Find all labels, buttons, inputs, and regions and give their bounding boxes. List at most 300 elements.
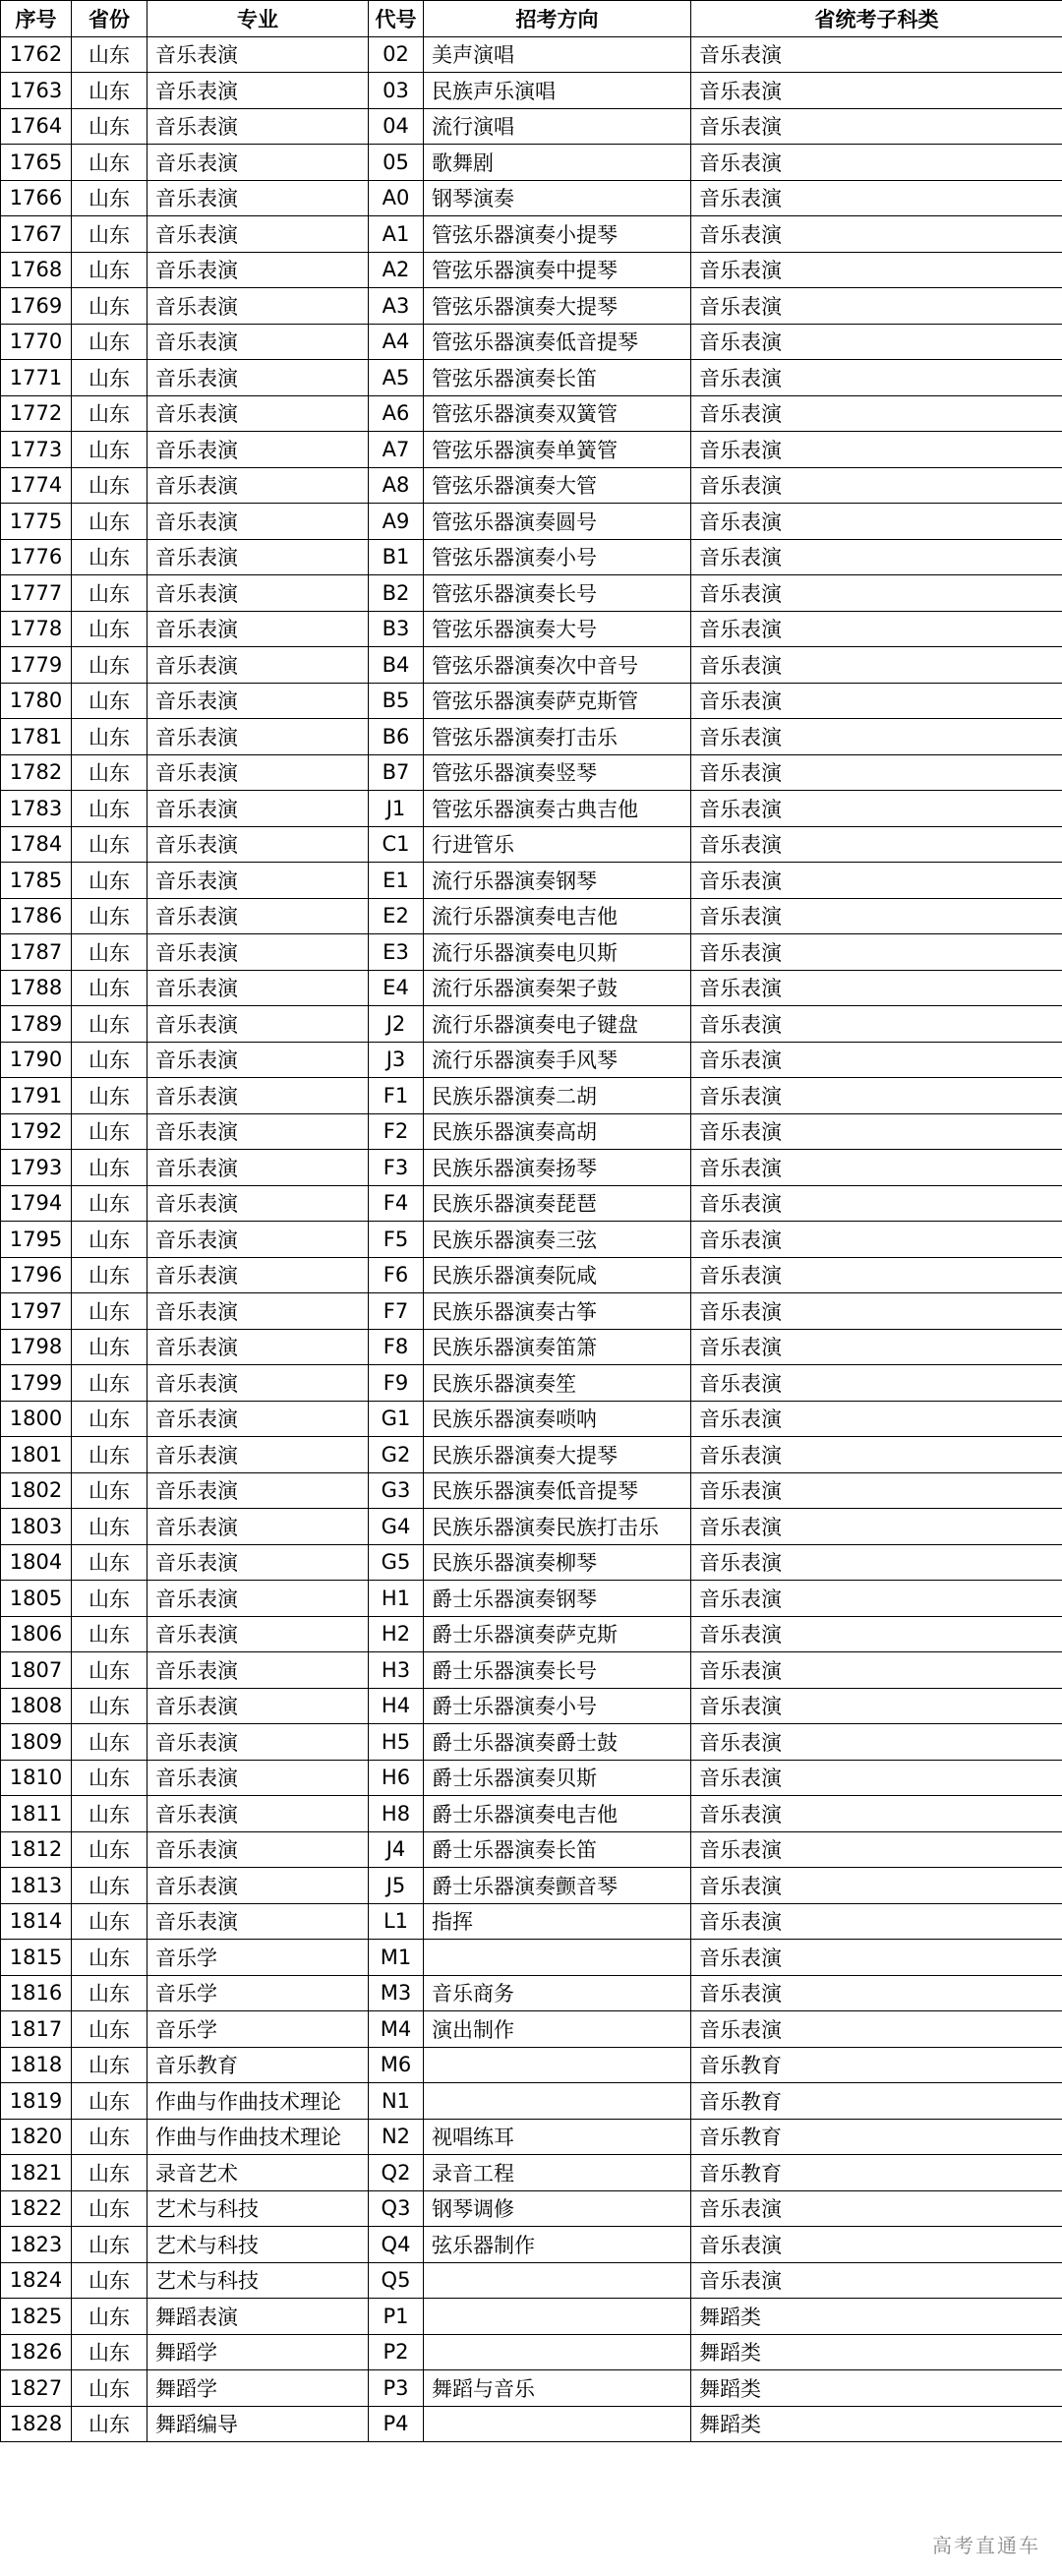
cell-province: 山东 [72,1472,148,1509]
cell-index: 1790 [1,1042,72,1078]
cell-code: J1 [369,791,424,827]
cell-subcategory: 音乐表演 [691,1544,1062,1581]
cell-code: E2 [369,898,424,934]
cell-major: 音乐表演 [148,791,369,827]
cell-subcategory: 音乐表演 [691,647,1062,684]
header-direction: 招考方向 [424,1,691,37]
cell-subcategory: 音乐表演 [691,2011,1062,2048]
table-row [1,1042,1062,1078]
cell-province: 山东 [72,1113,148,1150]
table-row [1,288,1062,325]
cell-subcategory: 音乐表演 [691,1365,1062,1402]
cell-code: F8 [369,1329,424,1365]
cell-direction: 管弦乐器演奏圆号 [424,504,691,540]
cell-subcategory: 音乐表演 [691,863,1062,899]
cell-major: 音乐表演 [148,1222,369,1258]
cell-index: 1811 [1,1796,72,1832]
cell-direction: 管弦乐器演奏竖琴 [424,754,691,791]
table-row [1,1006,1062,1043]
cell-direction: 钢琴调修 [424,2190,691,2227]
cell-index: 1813 [1,1868,72,1904]
cell-index: 1804 [1,1544,72,1581]
table-row [1,467,1062,504]
cell-direction: 管弦乐器演奏古典吉他 [424,791,691,827]
cell-direction: 民族乐器演奏大提琴 [424,1437,691,1473]
cell-code: P4 [369,2406,424,2442]
cell-direction: 管弦乐器演奏小提琴 [424,216,691,253]
table-row [1,1472,1062,1509]
cell-index: 1827 [1,2370,72,2407]
cell-major: 音乐表演 [148,611,369,647]
cell-code: B7 [369,754,424,791]
cell-major: 音乐表演 [148,1616,369,1652]
table-row [1,1544,1062,1581]
cell-province: 山东 [72,180,148,216]
cell-subcategory: 音乐表演 [691,1760,1062,1796]
table-row [1,2083,1062,2120]
cell-province: 山东 [72,288,148,325]
cell-province: 山东 [72,683,148,719]
cell-code: M3 [369,1975,424,2011]
cell-province: 山东 [72,2011,148,2048]
cell-subcategory: 音乐表演 [691,467,1062,504]
cell-subcategory: 舞蹈类 [691,2299,1062,2335]
cell-province: 山东 [72,1724,148,1761]
cell-index: 1783 [1,791,72,827]
cell-subcategory: 音乐表演 [691,1581,1062,1617]
cell-major: 音乐表演 [148,826,369,863]
cell-province: 山东 [72,2227,148,2263]
cell-province: 山东 [72,2155,148,2191]
cell-province: 山东 [72,2119,148,2155]
cell-direction: 民族乐器演奏笙 [424,1365,691,1402]
cell-code: Q2 [369,2155,424,2191]
cell-index: 1796 [1,1257,72,1293]
cell-subcategory: 音乐表演 [691,1078,1062,1114]
cell-major: 音乐表演 [148,73,369,109]
cell-code: A6 [369,395,424,432]
cell-province: 山东 [72,1185,148,1222]
header-subcategory: 省统考子科类 [691,1,1062,37]
cell-code: N2 [369,2119,424,2155]
cell-index: 1799 [1,1365,72,1402]
cell-direction: 钢琴演奏 [424,180,691,216]
cell-code: B3 [369,611,424,647]
table-row [1,1257,1062,1293]
cell-index: 1806 [1,1616,72,1652]
cell-subcategory: 音乐表演 [691,1831,1062,1868]
cell-direction: 流行演唱 [424,108,691,145]
table-row [1,1796,1062,1832]
table-row [1,36,1062,73]
cell-code: N1 [369,2083,424,2120]
cell-major: 音乐表演 [148,1688,369,1724]
cell-index: 1801 [1,1437,72,1473]
cell-province: 山东 [72,145,148,181]
watermark: 高考直通车 [932,2534,1040,2557]
cell-subcategory: 音乐表演 [691,934,1062,971]
cell-major: 音乐表演 [148,36,369,73]
cell-code: J2 [369,1006,424,1043]
cell-index: 1762 [1,36,72,73]
cell-subcategory: 音乐表演 [691,252,1062,288]
cell-index: 1800 [1,1401,72,1437]
cell-subcategory: 音乐表演 [691,1688,1062,1724]
cell-index: 1819 [1,2083,72,2120]
cell-code: E4 [369,970,424,1006]
cell-direction [424,2299,691,2335]
cell-code: J5 [369,1868,424,1904]
cell-direction: 美声演唱 [424,36,691,73]
table-row [1,1329,1062,1365]
cell-subcategory: 音乐表演 [691,1437,1062,1473]
cell-code: H8 [369,1796,424,1832]
cell-major: 音乐表演 [148,970,369,1006]
cell-major: 音乐表演 [148,539,369,575]
table-row [1,1509,1062,1545]
cell-major: 音乐表演 [148,1293,369,1330]
table-row [1,1724,1062,1761]
cell-index: 1823 [1,2227,72,2263]
cell-index: 1764 [1,108,72,145]
cell-direction: 流行乐器演奏电吉他 [424,898,691,934]
cell-index: 1802 [1,1472,72,1509]
cell-code: G3 [369,1472,424,1509]
cell-index: 1808 [1,1688,72,1724]
cell-direction: 管弦乐器演奏中提琴 [424,252,691,288]
table-row [1,1903,1062,1940]
cell-major: 音乐表演 [148,395,369,432]
cell-major: 音乐表演 [148,754,369,791]
cell-major: 音乐表演 [148,504,369,540]
cell-major: 作曲与作曲技术理论 [148,2119,369,2155]
cell-major: 音乐表演 [148,1868,369,1904]
cell-province: 山东 [72,898,148,934]
cell-subcategory: 音乐表演 [691,1185,1062,1222]
table-row [1,1868,1062,1904]
cell-direction: 歌舞剧 [424,145,691,181]
cell-subcategory: 音乐表演 [691,1006,1062,1043]
table-row [1,1185,1062,1222]
cell-major: 音乐表演 [148,1401,369,1437]
table-row [1,504,1062,540]
cell-code: A1 [369,216,424,253]
cell-direction: 管弦乐器演奏低音提琴 [424,324,691,360]
cell-major: 音乐表演 [148,1185,369,1222]
cell-subcategory: 音乐表演 [691,1293,1062,1330]
cell-index: 1825 [1,2299,72,2335]
cell-code: B6 [369,719,424,755]
cell-direction [424,2047,691,2083]
cell-subcategory: 音乐表演 [691,791,1062,827]
cell-province: 山东 [72,1616,148,1652]
cell-direction: 弦乐器制作 [424,2227,691,2263]
cell-subcategory: 音乐表演 [691,2227,1062,2263]
cell-direction: 管弦乐器演奏大管 [424,467,691,504]
cell-subcategory: 音乐表演 [691,1975,1062,2011]
cell-index: 1794 [1,1185,72,1222]
table-row [1,575,1062,612]
cell-province: 山东 [72,611,148,647]
cell-province: 山东 [72,467,148,504]
cell-index: 1778 [1,611,72,647]
cell-direction: 行进管乐 [424,826,691,863]
cell-direction: 管弦乐器演奏小号 [424,539,691,575]
table-row [1,180,1062,216]
cell-index: 1781 [1,719,72,755]
cell-direction: 流行乐器演奏手风琴 [424,1042,691,1078]
cell-direction: 管弦乐器演奏打击乐 [424,719,691,755]
cell-index: 1816 [1,1975,72,2011]
cell-direction: 爵士乐器演奏萨克斯 [424,1616,691,1652]
cell-major: 音乐学 [148,2011,369,2048]
cell-subcategory: 音乐表演 [691,1472,1062,1509]
cell-index: 1765 [1,145,72,181]
cell-province: 山东 [72,504,148,540]
cell-province: 山东 [72,754,148,791]
cell-direction: 爵士乐器演奏电吉他 [424,1796,691,1832]
cell-code: A5 [369,360,424,396]
cell-province: 山东 [72,1652,148,1689]
cell-direction: 民族乐器演奏高胡 [424,1113,691,1150]
table-row [1,1616,1062,1652]
cell-code: F6 [369,1257,424,1293]
table-body [1,36,1062,2442]
cell-subcategory: 音乐表演 [691,970,1062,1006]
cell-province: 山东 [72,360,148,396]
table-row [1,432,1062,468]
cell-index: 1771 [1,360,72,396]
cell-code: H6 [369,1760,424,1796]
cell-major: 音乐表演 [148,683,369,719]
cell-code: E3 [369,934,424,971]
cell-major: 舞蹈编导 [148,2406,369,2442]
cell-province: 山东 [72,1293,148,1330]
header-major: 专业 [148,1,369,37]
cell-major: 音乐表演 [148,1329,369,1365]
cell-index: 1785 [1,863,72,899]
cell-major: 音乐表演 [148,1544,369,1581]
cell-code: F4 [369,1185,424,1222]
cell-province: 山东 [72,863,148,899]
cell-code: M4 [369,2011,424,2048]
cell-province: 山东 [72,791,148,827]
cell-index: 1828 [1,2406,72,2442]
cell-subcategory: 音乐表演 [691,1042,1062,1078]
cell-code: F5 [369,1222,424,1258]
cell-major: 艺术与科技 [148,2227,369,2263]
cell-subcategory: 音乐教育 [691,2047,1062,2083]
cell-code: B2 [369,575,424,612]
cell-index: 1809 [1,1724,72,1761]
cell-direction: 民族乐器演奏古筝 [424,1293,691,1330]
cell-direction: 管弦乐器演奏双簧管 [424,395,691,432]
table-row [1,1150,1062,1186]
cell-major: 舞蹈学 [148,2334,369,2370]
cell-direction: 舞蹈与音乐 [424,2370,691,2407]
cell-subcategory: 音乐表演 [691,108,1062,145]
cell-province: 山东 [72,1831,148,1868]
cell-index: 1814 [1,1903,72,1940]
cell-direction: 民族乐器演奏柳琴 [424,1544,691,1581]
cell-code: F1 [369,1078,424,1114]
cell-province: 山东 [72,1150,148,1186]
cell-direction: 指挥 [424,1903,691,1940]
cell-major: 舞蹈表演 [148,2299,369,2335]
cell-direction: 爵士乐器演奏钢琴 [424,1581,691,1617]
cell-major: 音乐表演 [148,863,369,899]
cell-index: 1768 [1,252,72,288]
cell-subcategory: 音乐表演 [691,432,1062,468]
cell-province: 山东 [72,1401,148,1437]
cell-province: 山东 [72,2190,148,2227]
cell-index: 1773 [1,432,72,468]
cell-index: 1822 [1,2190,72,2227]
cell-major: 音乐表演 [148,108,369,145]
cell-direction [424,1940,691,1976]
cell-major: 音乐表演 [148,324,369,360]
table-row [1,2227,1062,2263]
cell-direction [424,2262,691,2299]
cell-index: 1766 [1,180,72,216]
cell-code: C1 [369,826,424,863]
cell-index: 1789 [1,1006,72,1043]
header-province: 省份 [72,1,148,37]
cell-code: 02 [369,36,424,73]
cell-major: 音乐学 [148,1975,369,2011]
cell-subcategory: 音乐教育 [691,2155,1062,2191]
cell-major: 音乐表演 [148,288,369,325]
cell-province: 山东 [72,108,148,145]
cell-subcategory: 音乐表演 [691,145,1062,181]
cell-code: Q3 [369,2190,424,2227]
cell-direction: 流行乐器演奏电贝斯 [424,934,691,971]
table-row [1,1293,1062,1330]
cell-major: 音乐表演 [148,180,369,216]
cell-index: 1798 [1,1329,72,1365]
cell-code: H1 [369,1581,424,1617]
cell-direction: 视唱练耳 [424,2119,691,2155]
table-row [1,1401,1062,1437]
cell-province: 山东 [72,1365,148,1402]
cell-code: G4 [369,1509,424,1545]
table-row [1,145,1062,181]
cell-code: A8 [369,467,424,504]
cell-subcategory: 音乐表演 [691,1113,1062,1150]
cell-index: 1775 [1,504,72,540]
cell-code: 04 [369,108,424,145]
cell-index: 1826 [1,2334,72,2370]
cell-index: 1770 [1,324,72,360]
cell-index: 1782 [1,754,72,791]
cell-code: L1 [369,1903,424,1940]
cell-code: H2 [369,1616,424,1652]
cell-major: 舞蹈学 [148,2370,369,2407]
cell-subcategory: 音乐表演 [691,1903,1062,1940]
cell-code: F3 [369,1150,424,1186]
cell-province: 山东 [72,1437,148,1473]
cell-direction: 音乐商务 [424,1975,691,2011]
cell-province: 山东 [72,1975,148,2011]
table-row [1,934,1062,971]
cell-major: 音乐表演 [148,1078,369,1114]
cell-direction: 管弦乐器演奏萨克斯管 [424,683,691,719]
cell-direction [424,2334,691,2370]
cell-index: 1793 [1,1150,72,1186]
cell-province: 山东 [72,432,148,468]
cell-index: 1769 [1,288,72,325]
cell-index: 1812 [1,1831,72,1868]
cell-major: 音乐表演 [148,1365,369,1402]
cell-major: 音乐表演 [148,898,369,934]
cell-index: 1817 [1,2011,72,2048]
cell-direction: 录音工程 [424,2155,691,2191]
cell-subcategory: 音乐表演 [691,683,1062,719]
cell-code: H4 [369,1688,424,1724]
table-header-row [1,1,1062,37]
table-row [1,2190,1062,2227]
table-row [1,395,1062,432]
cell-major: 音乐表演 [148,1581,369,1617]
table-row [1,252,1062,288]
header-code: 代号 [369,1,424,37]
cell-code: M6 [369,2047,424,2083]
table-row [1,2299,1062,2335]
cell-index: 1815 [1,1940,72,1976]
cell-index: 1791 [1,1078,72,1114]
cell-major: 艺术与科技 [148,2262,369,2299]
cell-direction: 民族乐器演奏三弦 [424,1222,691,1258]
cell-major: 录音艺术 [148,2155,369,2191]
cell-subcategory: 音乐教育 [691,2083,1062,2120]
cell-direction: 民族乐器演奏阮咸 [424,1257,691,1293]
cell-major: 音乐表演 [148,1903,369,1940]
table-row [1,1365,1062,1402]
cell-major: 音乐表演 [148,1831,369,1868]
cell-subcategory: 音乐表演 [691,1724,1062,1761]
cell-province: 山东 [72,1868,148,1904]
table-row [1,1078,1062,1114]
cell-code: G5 [369,1544,424,1581]
cell-direction: 管弦乐器演奏次中音号 [424,647,691,684]
cell-major: 音乐表演 [148,252,369,288]
cell-subcategory: 音乐表演 [691,611,1062,647]
cell-province: 山东 [72,1581,148,1617]
cell-province: 山东 [72,73,148,109]
cell-code: J3 [369,1042,424,1078]
cell-subcategory: 音乐表演 [691,898,1062,934]
table-row [1,324,1062,360]
table-row [1,898,1062,934]
cell-major: 音乐表演 [148,575,369,612]
cell-subcategory: 音乐表演 [691,1509,1062,1545]
table-row [1,2262,1062,2299]
cell-index: 1772 [1,395,72,432]
table-row [1,754,1062,791]
cell-major: 音乐表演 [148,1150,369,1186]
cell-province: 山东 [72,539,148,575]
cell-direction: 爵士乐器演奏长号 [424,1652,691,1689]
table-row [1,1581,1062,1617]
cell-subcategory: 音乐表演 [691,1222,1062,1258]
cell-province: 山东 [72,1329,148,1365]
table-row [1,2011,1062,2048]
cell-code: H5 [369,1724,424,1761]
cell-index: 1763 [1,73,72,109]
cell-code: B4 [369,647,424,684]
cell-direction: 民族乐器演奏唢呐 [424,1401,691,1437]
cell-index: 1821 [1,2155,72,2191]
